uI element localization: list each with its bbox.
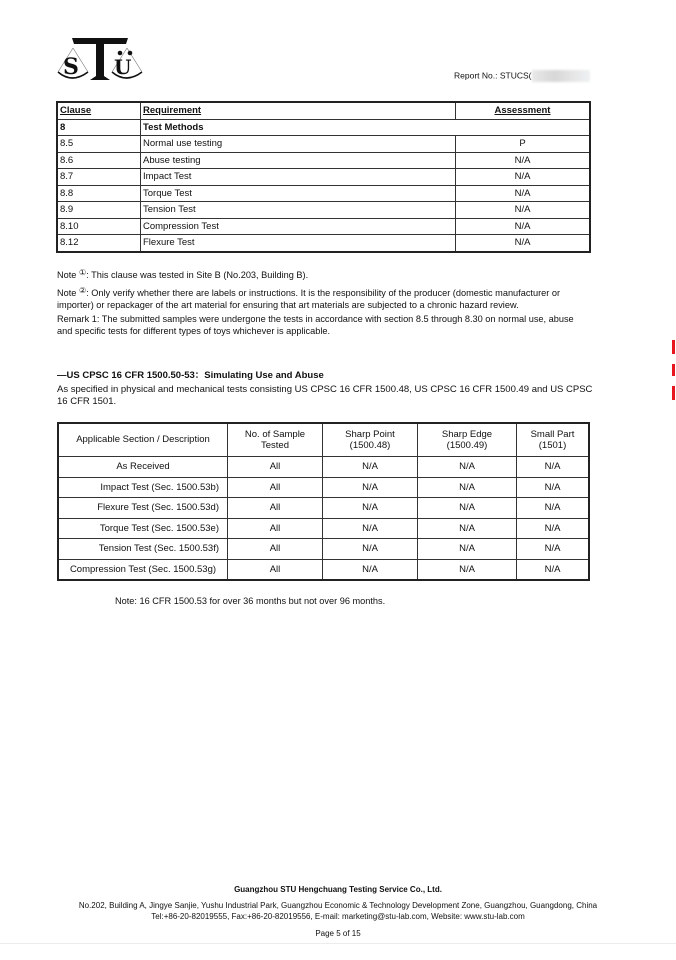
assessment-cell: N/A [456, 202, 591, 219]
svg-text:S: S [63, 54, 79, 80]
abuse-table-header [58, 423, 589, 457]
header-small-part [517, 423, 590, 457]
table-row [58, 477, 589, 498]
header-sharp-edge [418, 423, 517, 457]
footer-divider [0, 943, 676, 944]
assessment-cell: N/A [456, 218, 591, 235]
table-row [57, 235, 590, 252]
samples-cell: All [228, 477, 323, 498]
requirement-cell: Flexure Test [141, 235, 456, 252]
header-sharp-point-text: Sharp Point (1500.48) [345, 428, 395, 451]
header-sharp-edge-text: Sharp Edge (1500.49) [441, 428, 493, 451]
section-row [57, 119, 590, 136]
sharp-point-cell: N/A [323, 518, 418, 539]
samples-cell: All [228, 559, 323, 580]
red-mark [672, 340, 675, 354]
samples-cell: All [228, 498, 323, 519]
assessment-cell: N/A [456, 169, 591, 186]
assessment-cell: P [456, 136, 591, 153]
sharp-point-cell: N/A [323, 498, 418, 519]
table-row [57, 218, 590, 235]
clause-cell: 8.5 [57, 136, 141, 153]
table-row [58, 498, 589, 519]
section-cell: Impact Test (Sec. 1500.53b) [58, 477, 228, 498]
section-cell: Flexure Test (Sec. 1500.53d) [58, 498, 228, 519]
footer-company: Guangzhou STU Hengchuang Testing Service Co., Ltd. [234, 885, 442, 894]
sharp-point-cell: N/A [323, 477, 418, 498]
side-red-marks [672, 340, 676, 406]
svg-text:U: U [114, 55, 132, 79]
note-1-text: : This clause was tested in Site B (No.203, Building B). [86, 270, 309, 280]
section-cell: Compression Test (Sec. 1500.53g) [58, 559, 228, 580]
note-2-text: : Only verify whether there are labels or instructions. It is the responsibility of the producer (domestic manufacturer or importer) or repackager of the art material for ensuring that art materials are subjected to a chronic hazard review. [57, 287, 561, 310]
small-part-cell: N/A [517, 518, 590, 539]
table-row [58, 518, 589, 539]
clause-cell: 8.6 [57, 152, 141, 169]
header-assessment: Assessment [456, 102, 591, 119]
clause-cell: 8.12 [57, 235, 141, 252]
table-row [57, 185, 590, 202]
abuse-test-table [57, 422, 590, 581]
sharp-point-cell: N/A [323, 559, 418, 580]
note-1 [57, 267, 587, 282]
sharp-edge-cell: N/A [418, 498, 517, 519]
cpsc-section-title: —US CPSC 16 CFR 1500.50-53：Simulating Use and Abuse [57, 370, 324, 381]
assessment-cell: N/A [456, 152, 591, 169]
section-cell: As Received [58, 457, 228, 478]
red-mark [672, 386, 675, 400]
small-part-cell: N/A [517, 477, 590, 498]
small-part-cell: N/A [517, 539, 590, 560]
requirement-cell: Impact Test [141, 169, 456, 186]
header-samples [228, 423, 323, 457]
section-cell: Tension Test (Sec. 1500.53f) [58, 539, 228, 560]
assessment-cell: N/A [456, 235, 591, 252]
note-2-label: Note [57, 287, 77, 298]
requirement-cell: Tension Test [141, 202, 456, 219]
sharp-edge-cell: N/A [418, 539, 517, 560]
note-1-label: Note [57, 270, 77, 280]
samples-cell: All [228, 518, 323, 539]
requirement-cell: Compression Test [141, 218, 456, 235]
header-requirement: Requirement [141, 102, 456, 119]
cpsc-section-description: As specified in physical and mechanical tests consisting US CPSC 16 CFR 1500.48, US CPSC 16 CFR 1500.49 and US CPSC 16 CFR 1501. [57, 384, 593, 407]
abuse-table-note: Note: 16 CFR 1500.53 for over 36 months but not over 96 months. [115, 596, 386, 606]
table-row [58, 457, 589, 478]
report-number-label: Report No.: [454, 70, 498, 81]
stu-logo-icon [54, 34, 144, 86]
red-mark [672, 364, 675, 376]
table-row [57, 152, 590, 169]
note-1-marker: ① [78, 268, 87, 277]
clause-table-header [57, 102, 590, 119]
header-section: Applicable Section / Description [58, 423, 228, 457]
clause-cell: 8.7 [57, 169, 141, 186]
remark-1: Remark 1: The submitted samples were undergone the tests in accordance with section 8.5 through 8.30 on normal use, abuse and specific tests for different types of toys whichever is applicable. [57, 313, 574, 336]
table-row [57, 202, 590, 219]
note-2 [57, 285, 587, 312]
report-number [454, 70, 590, 82]
sharp-point-cell: N/A [323, 539, 418, 560]
header-small-part-text: Small Part (1501) [530, 428, 575, 451]
notes-block [57, 267, 587, 341]
small-part-cell: N/A [517, 559, 590, 580]
small-part-cell: N/A [517, 498, 590, 519]
clause-cell: 8.10 [57, 218, 141, 235]
header-sharp-point [323, 423, 418, 457]
table-row [57, 136, 590, 153]
requirement-cell: Torque Test [141, 185, 456, 202]
redacted-region [532, 70, 590, 82]
table-row [57, 169, 590, 186]
clause-table [56, 101, 591, 253]
section-cell: Torque Test (Sec. 1500.53e) [58, 518, 228, 539]
table-row [58, 559, 589, 580]
sharp-edge-cell: N/A [418, 518, 517, 539]
table-row [58, 539, 589, 560]
clause-cell: 8.9 [57, 202, 141, 219]
footer-address: No.202, Building A, Jingye Sanjie, Yushu Industrial Park, Guangzhou Economic & Technology Development Zone, Guangzhou, Guangdong, China [78, 901, 598, 910]
note-2-marker: ② [78, 285, 87, 295]
company-logo [54, 34, 144, 86]
small-part-cell: N/A [517, 457, 590, 478]
requirement-cell: Normal use testing [141, 136, 456, 153]
report-number-value: STUCS( [499, 70, 532, 81]
footer-contact: Tel:+86-20-82019555, Fax:+86-20-82019556, E-mail: marketing@stu-lab.com, Website: www.stu-lab.com [151, 912, 525, 921]
clause-cell: 8.8 [57, 185, 141, 202]
section-requirement: Test Methods [141, 119, 591, 136]
sharp-edge-cell: N/A [418, 559, 517, 580]
requirement-cell: Abuse testing [141, 152, 456, 169]
header-samples-text: No. of Sample Tested [244, 428, 306, 451]
samples-cell: All [228, 457, 323, 478]
sharp-edge-cell: N/A [418, 457, 517, 478]
samples-cell: All [228, 539, 323, 560]
sharp-point-cell: N/A [323, 457, 418, 478]
sharp-edge-cell: N/A [418, 477, 517, 498]
section-clause: 8 [57, 119, 141, 136]
page-number: Page 5 of 15 [315, 929, 361, 938]
header-clause: Clause [57, 102, 141, 119]
assessment-cell: N/A [456, 185, 591, 202]
